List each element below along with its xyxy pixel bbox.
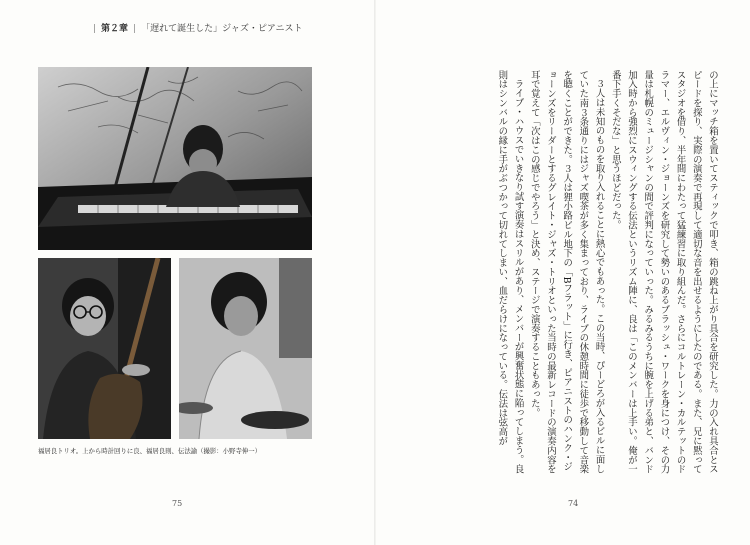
drummer-photo xyxy=(179,258,312,439)
body-text xyxy=(402,70,720,474)
running-head xyxy=(88,21,302,34)
piano-photo xyxy=(38,67,312,250)
bassist-photo xyxy=(38,258,171,439)
chapter-label: 第２章 xyxy=(101,24,129,34)
paragraph-3: ライブ・ハウスでいきなり試す演奏はスリルがあり、メンバーが興奮状態に陥ってしまう。良則はシンバルの縁に手がぶつかって切れてしまい、血だらけになっている。伝法は弦高が xyxy=(496,70,524,474)
head-divider: | xyxy=(93,24,97,34)
page-number-left: 75 xyxy=(172,499,183,508)
paragraph-2: ３人は未知のものを取り入れることに熱心でもあった。この当時、ぴーどろが入るビルに面していた南３条通りにはジャズ喫茶が多く集まっており、ライブの休憩時間に徒歩で移動して音楽を聴くことができた。３人は狸小路ビル地下の「Bフラット」に行き、ピアニストのハンク・ジョーンズをリーダーとするグレイト・ジャズ・トリオといった当時の最新レコードの演奏内容を耳で覚えて「次はこの感じでやろう」と決め、ステージで演奏することもあった。 xyxy=(528,70,605,474)
page-gutter xyxy=(374,0,376,545)
photo-caption: 福居良トリオ。上から時計回りに良、福居良則、伝法諭（撮影：小野寺伸一） xyxy=(38,447,262,455)
page-number-right: 74 xyxy=(568,499,579,508)
paragraph-1: の上にマッチ箱を置いてスティックで叩き、箱の跳ね上がり具合を研究した。力の入れ具合とスピードを探り、実際の演奏で再現して適切な音を出せるようにしたのである。また、兄に黙ってスタジオを借り、半年間にわたって猛練習に取り組んだ。さらにコルトレーン・カルテットのドラマー、エルヴィン・ジョーンズを研究して勢いのあるブラッシュ・ワークを身につけ、その力量は札幌のミュージシャンの間で評判になっていった。みるみるうちに腕を上げる弟と、バンド加入時から強烈にスウィングする伝法というリズム陣に、良は「このメンバーは上手い。俺が一番下手くそだな」と思うほどだった。 xyxy=(609,70,718,474)
head-divider: | xyxy=(133,24,137,34)
chapter-title: 「遅れて誕生した」ジャズ・ピアニスト xyxy=(141,24,303,34)
